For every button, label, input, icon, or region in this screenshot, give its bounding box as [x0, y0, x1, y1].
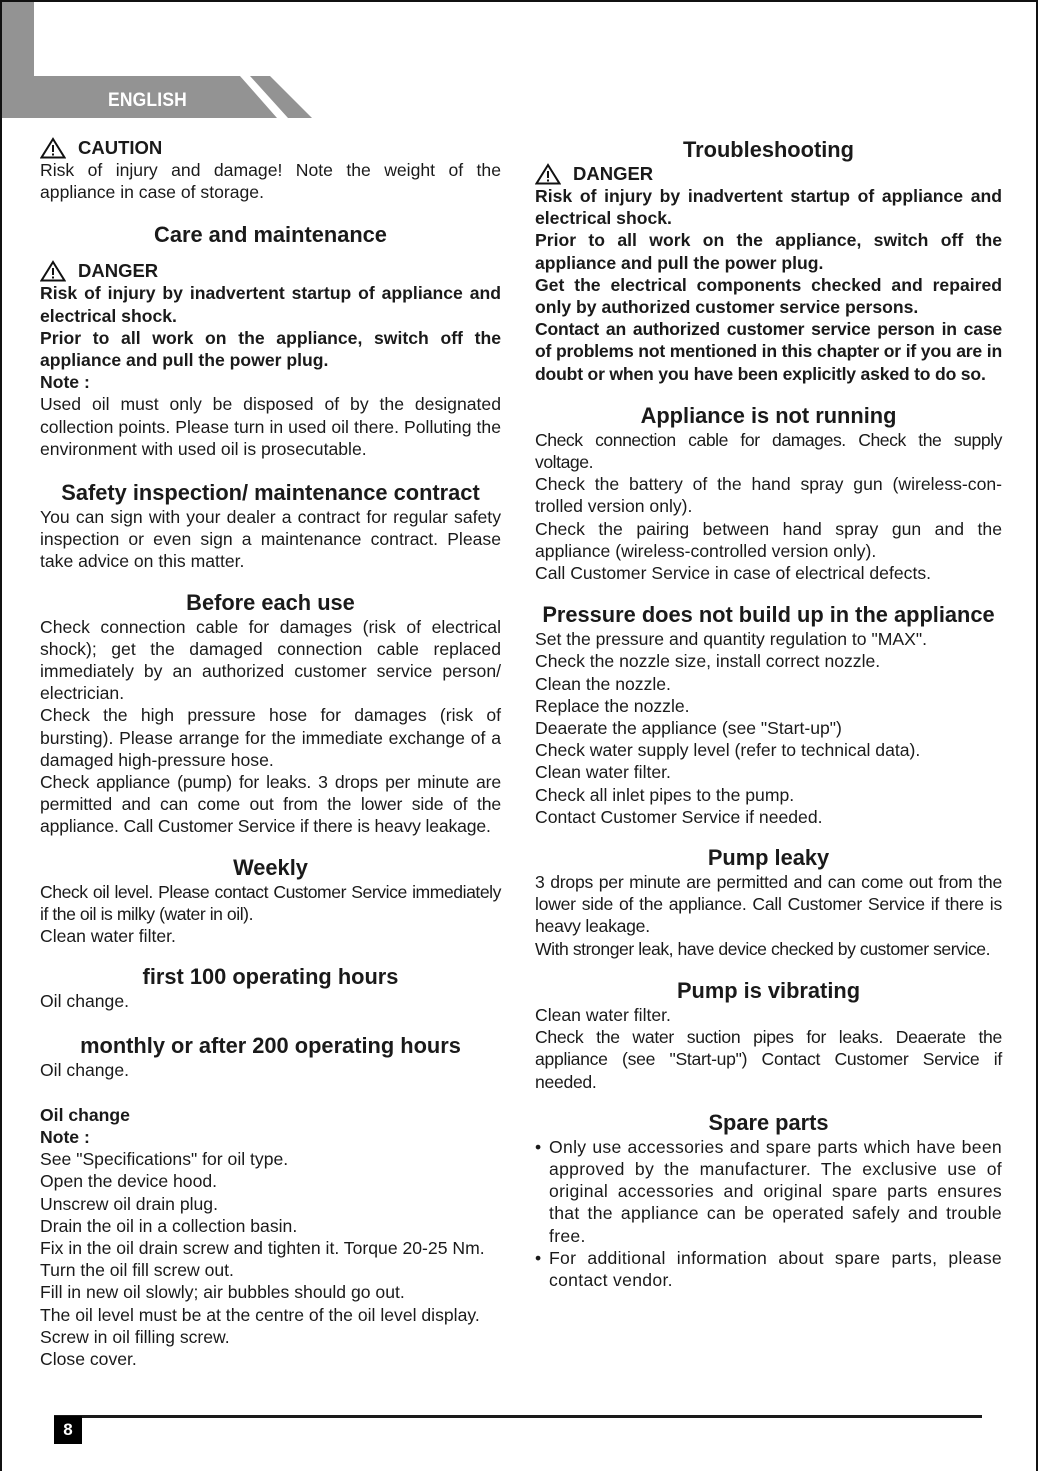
- oil-change-steps: [40, 1148, 501, 1370]
- danger-text: Prior to all work on the appliance, switch off the appliance and pull the power plug.: [40, 327, 501, 371]
- paragraph: Check the battery of the hand spray gun (wireless-con-trolled version only).: [535, 474, 1002, 517]
- paragraph: Check appliance (pump) for leaks. 3 drops per minute are permitted and can come out from the lower side of the appliance. Call Customer Service if there is heavy leakage.: [40, 772, 501, 837]
- danger-label: DANGER: [573, 163, 654, 184]
- left-column: [40, 137, 501, 1370]
- paragraph: Check the pairing between hand spray gun and the appliance (wireless-controlled version only).: [535, 518, 1002, 561]
- step: Fix in the oil drain screw and tighten it. Torque 20-25 Nm.: [40, 1237, 485, 1258]
- line: Clean the nozzle.: [535, 673, 671, 694]
- section-title-pump-vibrating: Pump is vibrating: [676, 977, 861, 1003]
- danger-text: Get the electrical components checked and repaired only by authorized customer service persons.: [535, 274, 1002, 318]
- note-label: Note :: [40, 372, 90, 393]
- section-title-monthly: monthly or after 200 operating hours: [80, 1033, 461, 1059]
- step: Fill in new oil slowly; air bubbles should go out.: [40, 1282, 405, 1303]
- paragraph: Call Customer Service in case of electrical defects.: [535, 563, 932, 584]
- caution-text: Risk of injury and damage! Note the weight of the appliance in case of storage.: [40, 160, 501, 203]
- line: Set the pressure and quantity regulation to "MAX".: [535, 629, 927, 650]
- section-title-safety-inspection: Safety inspection/ maintenance contract: [61, 480, 480, 506]
- list-item: • For additional information about spare parts, please contact vendor.: [535, 1247, 1002, 1291]
- step: Unscrew oil drain plug.: [40, 1193, 218, 1214]
- paragraph: Oil change.: [40, 991, 129, 1012]
- danger-text: Contact an authorized customer service person in case of problems not mentioned in this chapter or if you are in doubt or when you have been explicitly asked to do so.: [535, 319, 1002, 384]
- danger-label: DANGER: [78, 260, 159, 282]
- danger-text: Risk of injury by inadvertent startup of appliance and electrical shock.: [40, 283, 501, 326]
- paragraph: Check connection cable for damages (risk of electrical shock); get the damaged connection cable replaced immediately by an authorized customer service person/ electrician.: [40, 616, 501, 704]
- section-title-first-100-hours: first 100 operating hours: [142, 964, 399, 990]
- section-title-spare-parts: Spare parts: [708, 1109, 829, 1135]
- footer-rule: [54, 1415, 982, 1418]
- line: Check the nozzle size, install correct nozzle.: [535, 651, 881, 672]
- warning-triangle-icon: [40, 137, 66, 159]
- section-title-weekly: Weekly: [233, 854, 308, 880]
- line: Contact Customer Service if needed.: [535, 806, 823, 827]
- danger-text: Prior to all work on the appliance, switch off the appliance and pull the power plug.: [535, 230, 1002, 273]
- step: See "Specifications" for oil type.: [40, 1149, 289, 1170]
- paragraph: Check the water suction pipes for leaks. Deaerate the appliance (see "Start-up") Contact Customer Service if needed.: [535, 1027, 1002, 1092]
- right-column: [535, 137, 1002, 1291]
- paragraph: 3 drops per minute are permitted and can come out from the lower side of the appliance. Call Customer Service if there is heavy leakage.: [535, 872, 1002, 937]
- section-title-before-each-use: Before each use: [186, 589, 355, 615]
- caution-header: [40, 137, 501, 159]
- line: Replace the nozzle.: [535, 695, 690, 716]
- step: Open the device hood.: [40, 1171, 218, 1192]
- step: Drain the oil in a collection basin.: [40, 1215, 298, 1236]
- pressure-checklist: [535, 628, 1002, 828]
- paragraph: With stronger leak, have device checked by customer service.: [535, 938, 991, 959]
- step: Turn the oil fill screw out.: [40, 1260, 234, 1281]
- paragraph: Check oil level. Please contact Customer Service immediately if the oil is milky (water in oil).: [40, 881, 501, 924]
- oil-change-title: Oil change: [40, 1104, 130, 1125]
- paragraph: Clean water filter.: [535, 1004, 671, 1025]
- note-text: Used oil must only be disposed of by the designated collection points. Please turn in used oil there. Polluting the environment with used oil is prosecutable.: [40, 394, 501, 459]
- line: Check all inlet pipes to the pump.: [535, 784, 795, 805]
- section-title-care: Care and maintenance: [154, 222, 387, 248]
- safety-text: You can sign with your dealer a contract for regular safety inspection or even sign a maintenance contract. Please take advice on this matter.: [40, 507, 501, 572]
- paragraph: Check the high pressure hose for damages (risk of bursting). Please arrange for the immediate exchange of a damaged high-pressure hose.: [40, 705, 501, 770]
- line: Clean water filter.: [535, 762, 671, 783]
- paragraph: Check connection cable for damages. Check the supply voltage.: [535, 429, 1002, 473]
- spare-parts-list: [535, 1136, 1002, 1291]
- step: Screw in oil filling screw.: [40, 1326, 230, 1347]
- danger-header: [40, 260, 501, 282]
- paragraph: Clean water filter.: [40, 926, 176, 947]
- danger-text: Risk of injury by inadvertent startup of appliance and electrical shock.: [535, 186, 1002, 229]
- language-label: ENGLISH: [108, 90, 187, 111]
- list-item: • Only use accessories and spare parts which have been approved by the manufacturer. The exclusive use of original accessories and original spare parts ensures that the appliance can be operated safely and trouble free.: [535, 1136, 1002, 1247]
- caution-label: CAUTION: [78, 137, 163, 158]
- section-title-not-running: Appliance is not running: [640, 402, 897, 428]
- line: Check water supply level (refer to technical data).: [535, 740, 921, 761]
- paragraph: Oil change.: [40, 1060, 129, 1081]
- page-number: 8: [54, 1416, 82, 1444]
- section-title-pump-leaky: Pump leaky: [707, 845, 830, 871]
- warning-triangle-icon: [535, 163, 561, 185]
- section-title-pressure: Pressure does not build up in the appliance: [542, 602, 995, 628]
- line: Deaerate the appliance (see "Start-up"): [535, 718, 842, 739]
- step: The oil level must be at the centre of the oil level display.: [40, 1304, 480, 1325]
- step: Close cover.: [40, 1348, 137, 1369]
- warning-triangle-icon: [40, 260, 66, 282]
- section-title-troubleshooting: Troubleshooting: [683, 137, 854, 162]
- note-label: Note :: [40, 1126, 90, 1147]
- danger-header: [535, 163, 1002, 185]
